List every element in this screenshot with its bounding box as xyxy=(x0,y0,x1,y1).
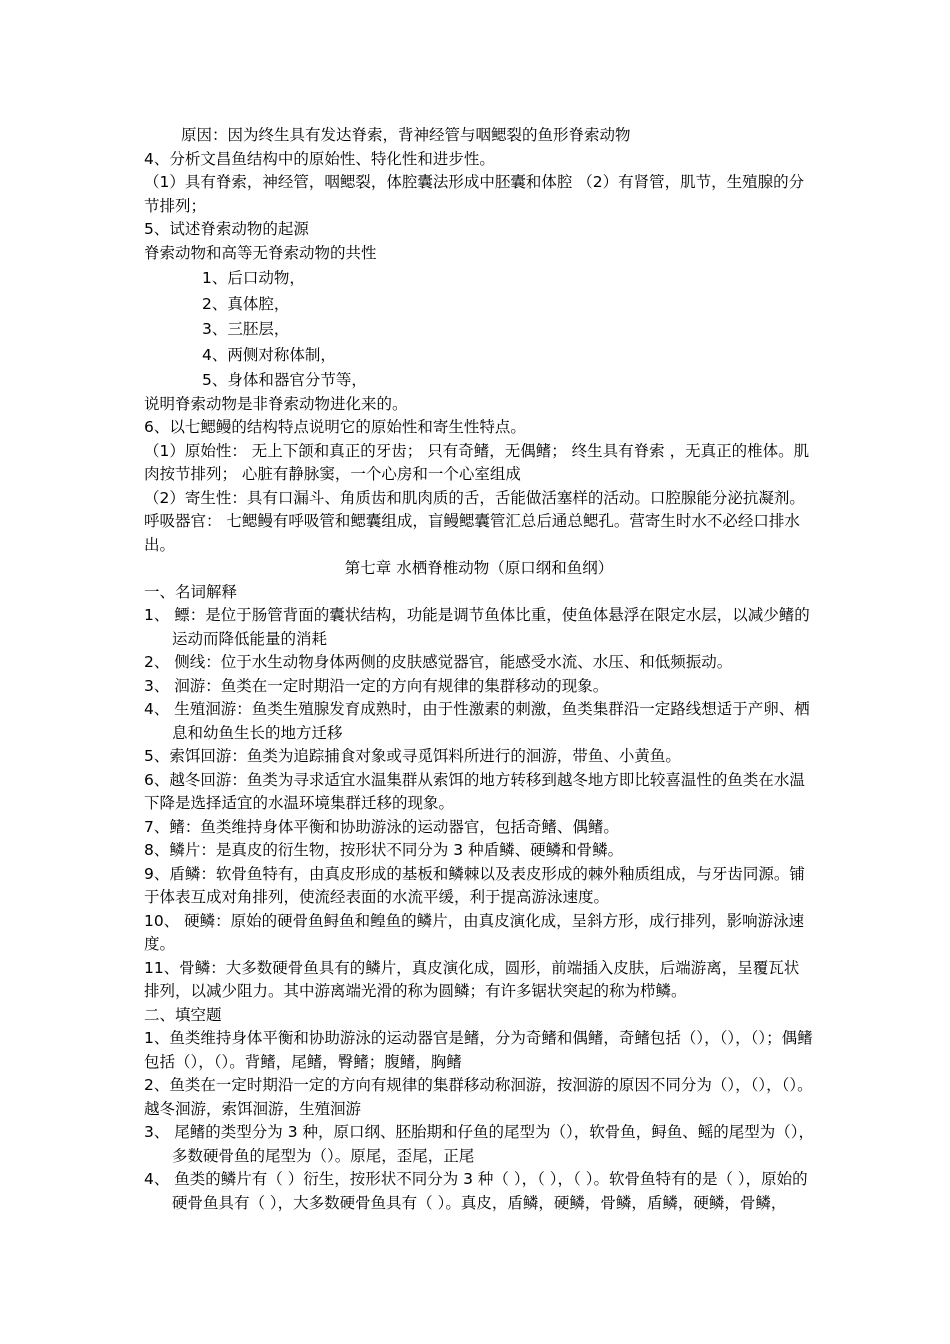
list-item: 1、后口动物， xyxy=(202,269,305,287)
answer-paragraph: （2）寄生性：具有口漏斗、角质齿和肌肉质的舌，舌能做活塞样的活动。口腔腺能分泌抗凝剂。呼吸器官： 七鳃鳗有呼吸管和鳃囊组成，盲鳗鳃囊管汇总后通总鳃孔。营寄生时水不必经口排水出。 xyxy=(144,488,805,554)
chapter-title: 第七章 水栖脊椎动物（原口纲和鱼纲） xyxy=(344,559,614,577)
definition-item: 1、 鳔：是位于肠管背面的囊状结构，功能是调节鱼体比重，使鱼体悬浮在限定水层，以减少鳍的运动而降低能量的消耗 xyxy=(144,606,810,648)
definition-item: 6、越冬回游：鱼类为寻求适宜水温集群从索饵的地方转移到越冬地方即比较喜温性的鱼类在水温下降是选择适宜的水温环境集群迁移的现象。 xyxy=(144,770,805,812)
question-heading: 6、以七鳃鳗的结构特点说明它的原始性和寄生性特点。 xyxy=(144,418,526,436)
document-page xyxy=(144,124,814,1215)
text-line: 说明脊索动物是非脊索动物进化来的。 xyxy=(144,394,408,413)
definition-item: 11、骨鳞：大多数硬骨鱼具有的鳞片，真皮演化成，圆形，前端插入皮肤，后端游离，呈覆瓦状排列，以减少阻力。其中游离端光滑的称为圆鳞；有许多锯状突起的称为栉鳞。 xyxy=(144,958,800,1000)
fill-blank-item: 2、鱼类在一定时期沿一定的方向有规律的集群移动称洄游，按洄游的原因不同分为（），（），（）。越冬洄游，索饵洄游，生殖洄游 xyxy=(144,1076,813,1118)
definition-item: 9、盾鳞：软骨鱼特有，由真皮形成的基板和鳞棘以及表皮形成的棘外釉质组成，与牙齿同源。铺于体表互成对角排列，使流经表面的水流平缓，利于提高游泳速度。 xyxy=(144,864,805,906)
section-heading: 二、填空题 xyxy=(144,1005,222,1024)
definition-item: 7、鳍：鱼类维持身体平衡和协助游泳的运动器官，包括奇鳍、偶鳍。 xyxy=(144,817,619,836)
section-heading: 一、名词解释 xyxy=(144,582,238,601)
fill-blank-item: 4、 鱼类的鳞片有（ ）衍生，按形状不同分为 3 种（ ），（ ），（ ）。软骨鱼特有的是（ ），原始的硬骨鱼具有（ ），大多数硬骨鱼具有（ ）。真皮，盾鳞，硬鳞，骨鳞，盾鳞，硬鳞，骨鳞， xyxy=(144,1170,808,1212)
list-item: 2、真体腔， xyxy=(202,294,290,313)
definition-item: 3、 洄游：鱼类在一定时期沿一定的方向有规律的集群移动的现象。 xyxy=(144,676,609,695)
fill-blank-item: 3、 尾鳍的类型分为 3 种，原口纲、胚胎期和仔鱼的尾型为（），软骨鱼，鲟鱼、鳐的尾型为（），多数硬骨鱼的尾型为（）。原尾，歪尾，正尾 xyxy=(144,1123,815,1165)
text-line: 原因：因为终生具有发达脊索，背神经管与咽鳃裂的鱼形脊索动物 xyxy=(181,126,631,144)
question-heading: 4、分析文昌鱼结构中的原始性、特化性和进步性。 xyxy=(144,149,495,168)
question-heading: 5、试述脊索动物的起源 xyxy=(144,220,309,238)
answer-paragraph: （1）具有脊索，神经管，咽鳃裂，体腔囊法形成中胚囊和体腔 （2）有肾管，肌节，生殖腺的分节排列； xyxy=(144,173,805,215)
definition-item: 4、 生殖洄游：鱼类生殖腺发育成熟时，由于性激素的刺激，鱼类集群沿一定路线想适于产卵、栖息和幼鱼生长的地方迁移 xyxy=(144,700,810,742)
list-item: 4、两侧对称体制， xyxy=(202,345,336,364)
definition-item: 10、 硬鳞：原始的硬骨鱼鲟鱼和鳇鱼的鳞片，由真皮演化成，呈斜方形，成行排列，影响游泳速度。 xyxy=(144,911,805,953)
definition-item: 5、索饵回游：鱼类为追踪捕食对象或寻觅饵料所进行的洄游，带鱼、小黄鱼。 xyxy=(144,747,681,765)
answer-paragraph: （1）原始性： 无上下颌和真正的牙齿； 只有奇鳍，无偶鳍； 终生具有脊索 ，无真正的椎体。肌肉按节排列； 心脏有静脉窦，一个心房和一个心室组成 xyxy=(144,441,810,483)
fill-blank-item: 1、鱼类维持身体平衡和协助游泳的运动器官是鳍，分为奇鳍和偶鳍，奇鳍包括（），（），（）；偶鳍包括（），（）。背鳍，尾鳍，臀鳍；腹鳍，胸鳍 xyxy=(144,1029,813,1071)
definition-item: 8、鳞片：是真皮的衍生物，按形状不同分为 3 种盾鳞、硬鳞和骨鳞。 xyxy=(144,841,624,859)
definition-item: 2、 侧线：位于水生动物身体两侧的皮肤感觉器官，能感受水流、水压、和低频振动。 xyxy=(144,653,733,671)
list-item: 5、身体和器官分节等， xyxy=(202,371,367,389)
list-item: 3、三胚层， xyxy=(202,320,290,338)
section-subheading: 脊索动物和高等无脊索动物的共性 xyxy=(144,243,377,262)
